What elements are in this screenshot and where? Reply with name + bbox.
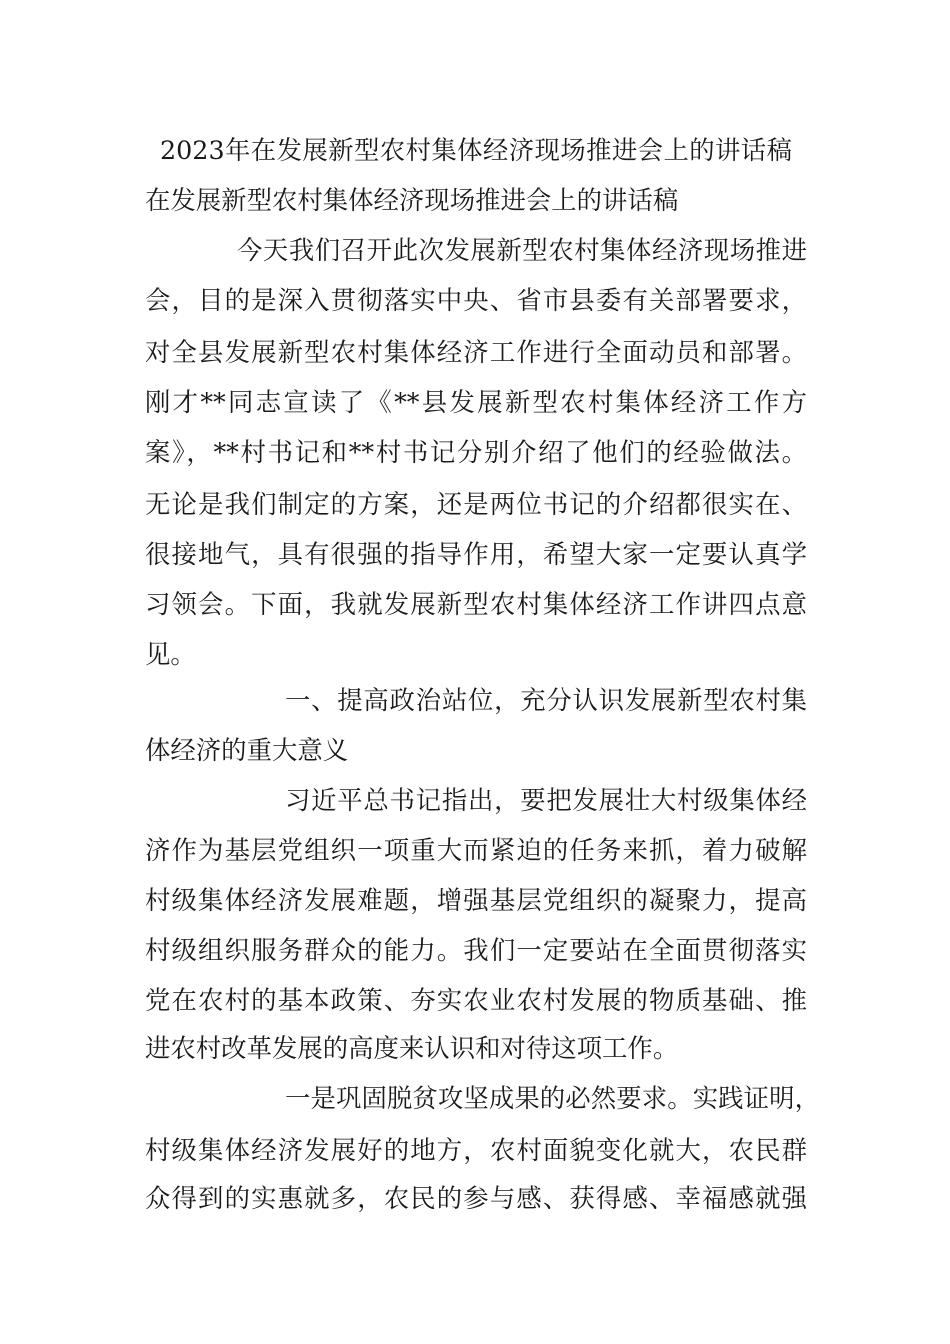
paragraph-line: 习领会。下面，我就发展新型农村集体经济工作讲四点意 [145,589,807,619]
paragraph-line: 习近平总书记指出，要把发展壮大村级集体经 [285,785,807,815]
paragraph-line: 案》，**村书记和**村书记分别介绍了他们的经验做法。 [145,437,807,467]
paragraph-line: 众得到的实惠就多，农民的参与感、获得感、幸福感就强 [145,1183,807,1213]
paragraph-line: 会，目的是深入贯彻落实中央、省市县委有关部署要求， [145,285,807,315]
document-subtitle: 在发展新型农村集体经济现场推进会上的讲话稿 [145,185,679,215]
paragraph-line: 见。 [145,639,196,669]
paragraph-line: 村级集体经济发展好的地方，农村面貌变化就大，农民群 [145,1135,807,1165]
paragraph-line: 一是巩固脱贫攻坚成果的必然要求。实践证明， [285,1083,820,1113]
paragraph-line: 村级集体经济发展难题，增强基层党组织的凝聚力，提高 [145,885,807,915]
paragraph-line: 党在农村的基本政策、夯实农业农村发展的物质基础、推 [145,985,807,1015]
section-heading-line: 体经济的重大意义 [145,735,349,765]
paragraph-line: 今天我们召开此次发展新型农村集体经济现场推进 [237,235,807,265]
section-heading-line: 一、提高政治站位，充分认识发展新型农村集 [285,685,807,715]
document-title: 2023年在发展新型农村集体经济现场推进会上的讲话稿 [160,135,792,165]
paragraph-line: 无论是我们制定的方案，还是两位书记的介绍都很实在、 [145,489,807,519]
paragraph-line: 进农村改革发展的高度来认识和对待这项工作。 [145,1033,679,1063]
paragraph-line: 刚才**同志宣读了《**县发展新型农村集体经济工作方 [145,387,807,417]
paragraph-line: 很接地气，具有很强的指导作用，希望大家一定要认真学 [145,539,807,569]
paragraph-line: 对全县发展新型农村集体经济工作进行全面动员和部署。 [145,337,807,367]
paragraph-line: 济作为基层党组织一项重大而紧迫的任务来抓，着力破解 [145,835,807,865]
paragraph-line: 村级组织服务群众的能力。我们一定要站在全面贯彻落实 [145,935,807,965]
